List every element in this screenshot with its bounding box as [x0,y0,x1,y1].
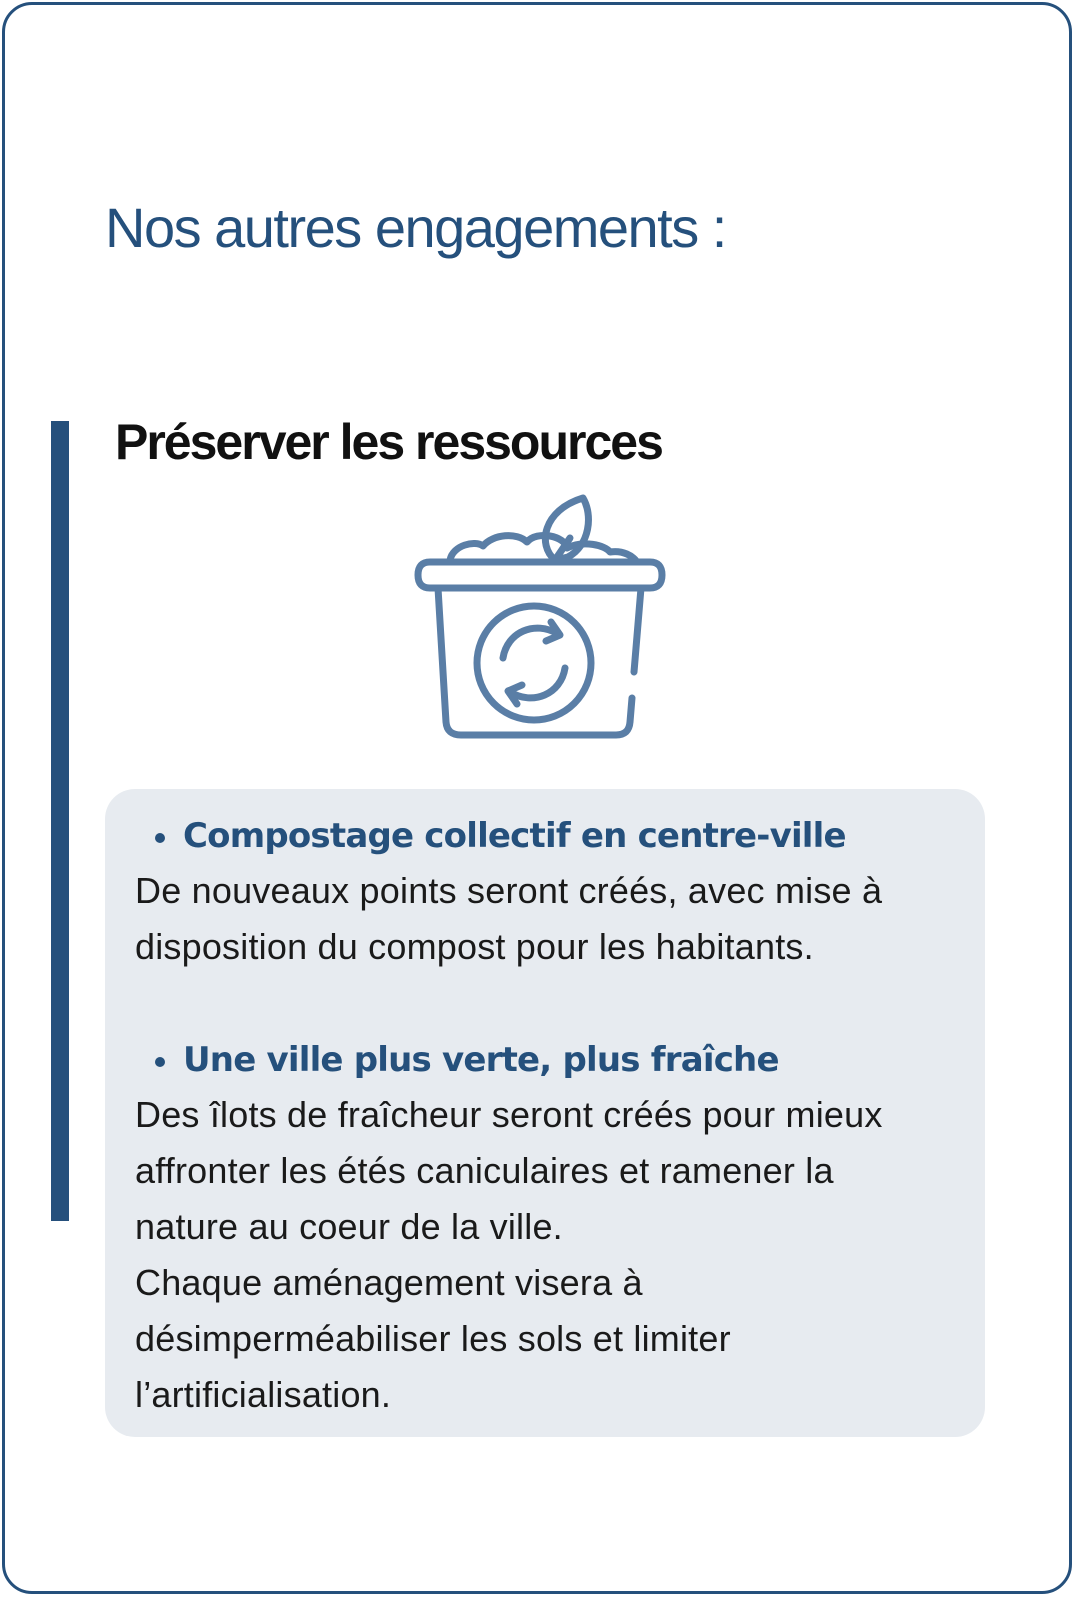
engagements-info-box [105,789,985,1437]
item-description: De nouveaux points seront créés, avec mise à disposition du compost pour les habitants. [135,870,883,967]
section-accent-bar [51,421,69,1221]
item-title: Une ville plus verte, plus fraîche [183,1040,779,1080]
section-title: Préserver les ressources [115,414,662,470]
compost-bin-recycle-icon [405,490,680,760]
item-title: Compostage collectif en centre-ville [183,816,846,856]
bullet-icon [155,1057,165,1067]
page-title: Nos autres engagements : [105,196,726,259]
list-item [135,1033,955,1423]
bullet-icon [155,833,165,843]
item-description: Des îlots de fraîcheur seront créés pour mieux affronter les étés caniculaires et ramener la nature au coeur de la ville. Chaque aménagement visera à désimperméabiliser les sols et limiter l’artificialisation. [135,1094,883,1415]
list-item [135,809,955,975]
engagements-card [2,2,1072,1594]
